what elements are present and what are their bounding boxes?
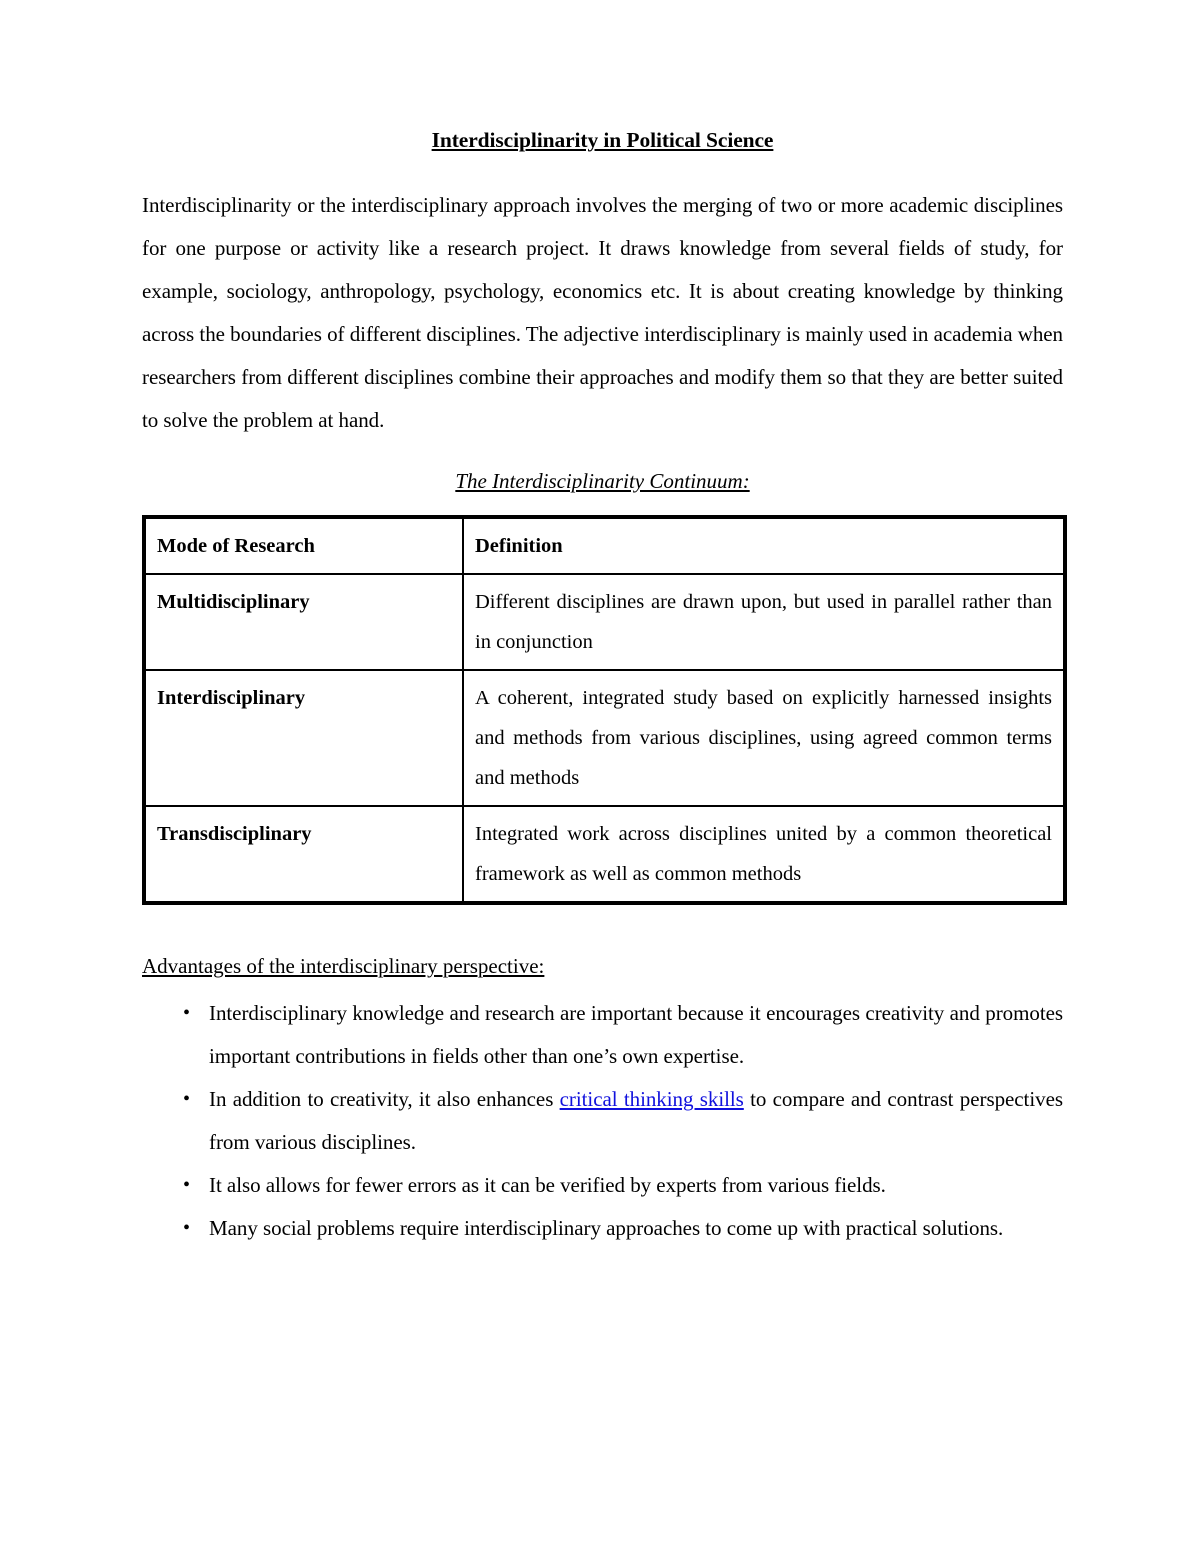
advantages-heading: Advantages of the interdisciplinary perspective: [142,954,545,979]
list-item-text: Interdisciplinary knowledge and research are important because it encourages creativity and promotes important contributions in fields other than one’s own expertise. [209,1001,1063,1069]
bullet-icon: • [183,1217,190,1240]
cell-mode-multidisciplinary: Multidisciplinary [144,574,463,670]
table-row [144,670,1065,806]
table-row [144,574,1065,670]
intro-paragraph: Interdisciplinarity or the interdisciplinary approach involves the merging of two or more academic disciplines for one purpose or activity like a research project. It draws knowledge from several fields of study, for example, sociology, anthropology, psychology, economics etc. It is about creating knowledge by thinking across the boundaries of different disciplines. The adjective interdisciplinary is mainly used in academia when researchers from different disciplines combine their approaches and modify them so that they are better suited to solve the problem at hand. [142,192,1063,432]
cell-mode-transdisciplinary: Transdisciplinary [144,806,463,903]
list-item-text: It also allows for fewer errors as it can be verified by experts from various fields. [209,1173,886,1198]
page-title: Interdisciplinarity in Political Science [431,128,774,152]
interdisciplinarity-continuum-table [142,515,1067,905]
advantages-list [142,992,1063,1250]
section-subheading: The Interdisciplinarity Continuum: [455,468,750,493]
bullet-icon: • [183,1088,190,1111]
table-row [144,806,1065,903]
list-item [142,1164,1063,1207]
list-item-text: Many social problems require interdisciplinary approaches to come up with practical solutions. [209,1216,1004,1241]
cell-mode-interdisciplinary: Interdisciplinary [144,670,463,806]
list-item [142,1078,1063,1164]
column-header-definition: Definition [463,517,1065,574]
bullet-icon: • [183,1002,190,1025]
column-header-mode-of-research: Mode of Research [144,517,463,574]
cell-definition-multidisciplinary: Different disciplines are drawn upon, but used in parallel rather than in conjunction [463,574,1065,670]
bullet-icon: • [183,1174,190,1197]
table-header-row [144,517,1065,574]
document-content [142,128,1063,1250]
list-item-text: In addition to creativity, it also enhances [209,1087,560,1112]
list-item [142,1207,1063,1250]
list-item [142,992,1063,1078]
cell-definition-interdisciplinary: A coherent, integrated study based on explicitly harnessed insights and methods from various disciplines, using agreed common terms and methods [463,670,1065,806]
critical-thinking-skills-link[interactable]: critical thinking skills [559,1087,744,1112]
cell-definition-transdisciplinary: Integrated work across disciplines united by a common theoretical framework as well as common methods [463,806,1065,903]
list-item-text-tail: to compare and contrast perspectives from various disciplines. [209,1087,1063,1155]
